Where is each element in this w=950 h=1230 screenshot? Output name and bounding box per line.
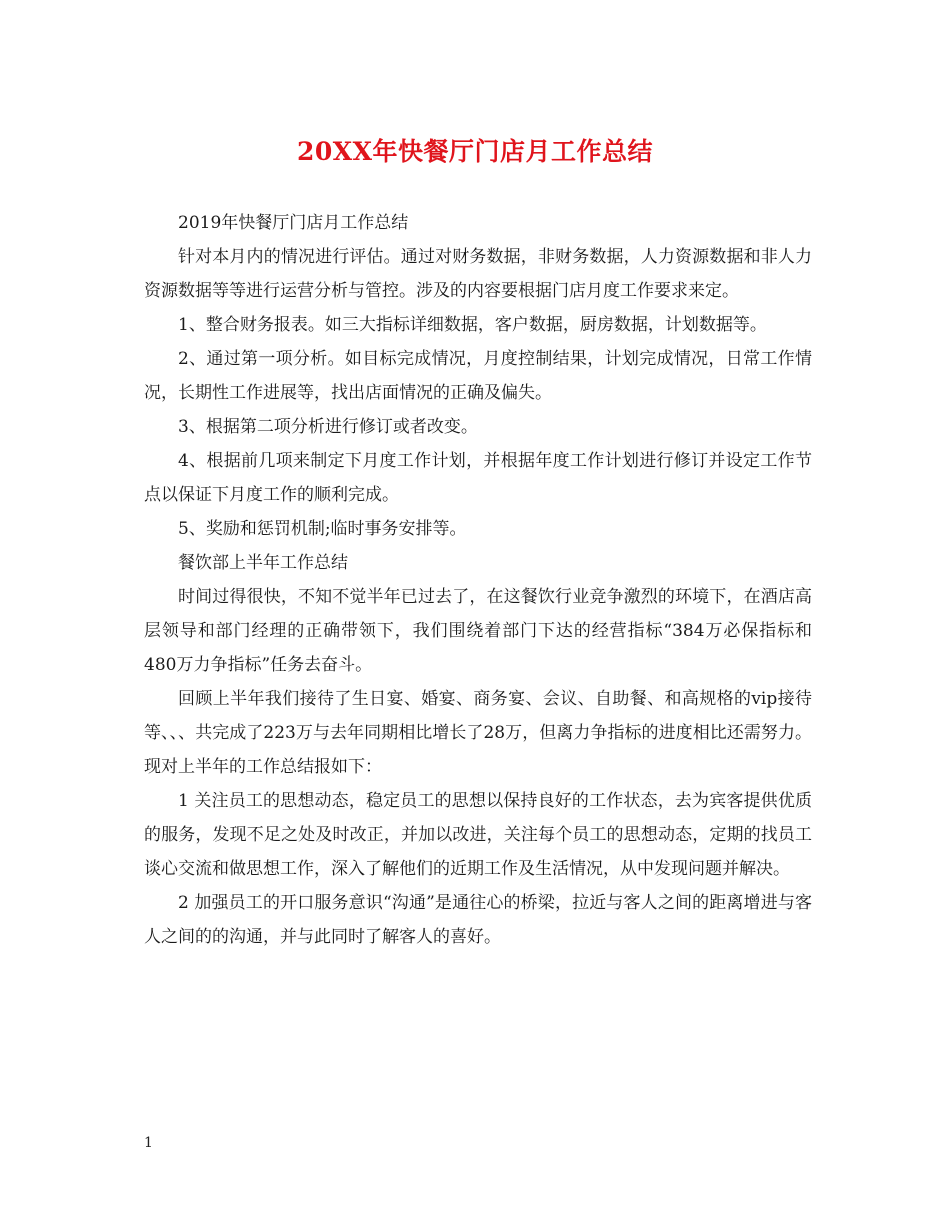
paragraph: 回顾上半年我们接待了生日宴、婚宴、商务宴、会议、自助餐、和高规格的vip接待等、、、共完成了223万与去年同期相比增长了28万，但离力争指标的进度相比还需努力。现对上半年的工作总结报如下： — [144, 689, 812, 777]
paragraph: 4、根据前几项来制定下月度工作计划，并根据年度工作计划进行修订并设定工作节点以保证下月度工作的顺利完成。 — [144, 451, 812, 505]
paragraph: 时间过得很快，不知不觉半年已过去了，在这餐饮行业竞争激烈的环境下，在酒店高层领导和部门经理的正确带领下，我们围绕着部门下达的经营指标“384万必保指标和480万力争指标”任务去奋斗。 — [144, 587, 812, 675]
document-body — [144, 206, 812, 954]
paragraph: 2019年快餐厅门店月工作总结 — [178, 213, 409, 233]
paragraph: 3、根据第二项分析进行修订或者改变。 — [178, 417, 478, 437]
paragraph: 餐饮部上半年工作总结 — [178, 553, 348, 573]
paragraph: 5、奖励和惩罚机制;临时事务安排等。 — [178, 519, 467, 539]
paragraph: 1、整合财务报表。如三大指标详细数据，客户数据，厨房数据，计划数据等。 — [178, 315, 767, 335]
page-number: 1 — [144, 1135, 153, 1151]
document-title: 20XX年快餐厅门店月工作总结 — [296, 137, 654, 166]
paragraph: 针对本月内的情况进行评估。通过对财务数据，非财务数据，人力资源数据和非人力资源数据等等进行运营分析与管控。涉及的内容要根据门店月度工作要求来定。 — [144, 247, 812, 301]
paragraph: 2 加强员工的开口服务意识“沟通”是通往心的桥梁，拉近与客人之间的距离增进与客人之间的的沟通，并与此同时了解客人的喜好。 — [144, 893, 812, 947]
paragraph: 2、通过第一项分析。如目标完成情况，月度控制结果，计划完成情况，日常工作情况，长期性工作进展等，找出店面情况的正确及偏失。 — [144, 349, 812, 403]
paragraph: 1 关注员工的思想动态，稳定员工的思想以保持良好的工作状态，去为宾客提供优质的服务，发现不足之处及时改正，并加以改进，关注每个员工的思想动态，定期的找员工谈心交流和做思想工作，深入了解他们的近期工作及生活情况，从中发现问题并解决。 — [144, 791, 812, 879]
